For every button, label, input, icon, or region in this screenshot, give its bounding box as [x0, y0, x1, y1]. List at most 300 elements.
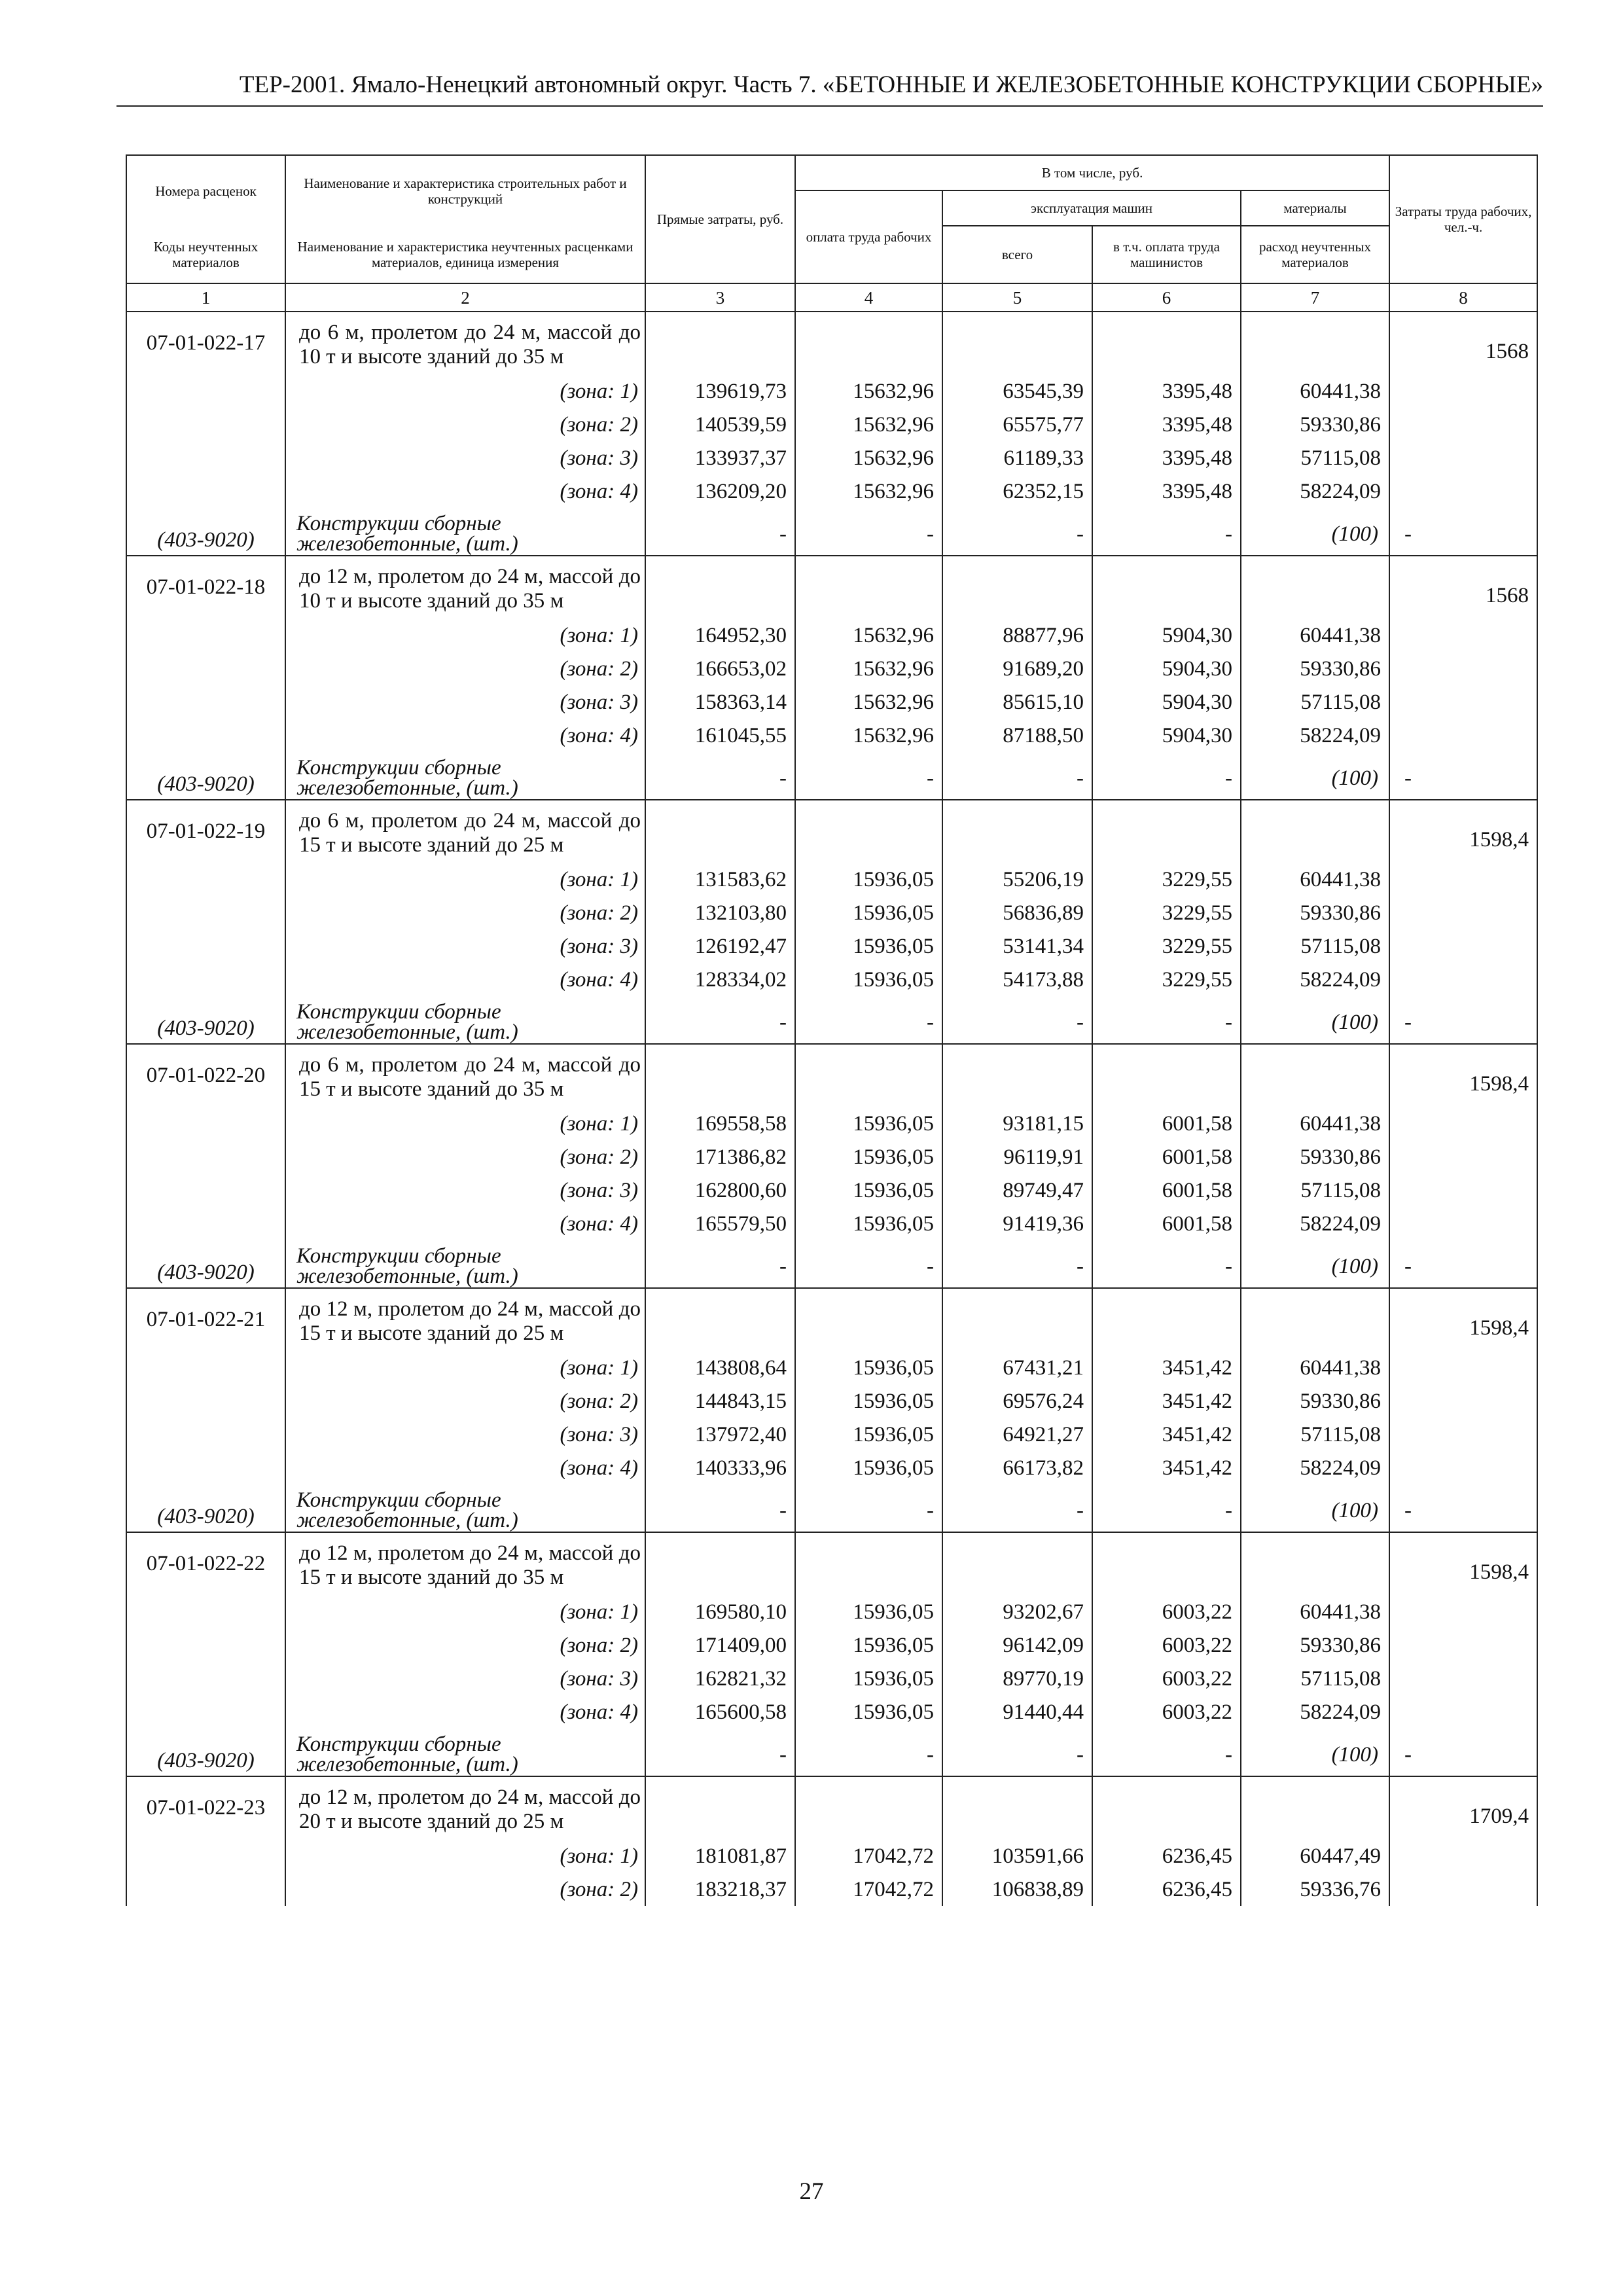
machinery-total-value: 67431,21: [942, 1351, 1092, 1384]
empty-cell: [1241, 1044, 1389, 1107]
rate-code: 07-01-022-19: [126, 800, 285, 863]
zone-label: (зона: 4): [285, 719, 645, 752]
direct-costs-value: 171386,82: [645, 1140, 795, 1174]
workers-pay-value: 15936,05: [795, 1384, 942, 1418]
empty-cell: [126, 441, 285, 475]
empty-cell: [1241, 800, 1389, 863]
materials-value: 59330,86: [1241, 652, 1389, 685]
direct-costs-value: -: [645, 1484, 795, 1532]
header-work-name: Наименование и характеристика строительных работ и конструкций: [285, 155, 645, 226]
empty-cell: [1389, 1839, 1537, 1873]
table-header: [126, 155, 1537, 312]
rate-code: 07-01-022-21: [126, 1288, 285, 1351]
material-code: (403-9020): [126, 1484, 285, 1532]
column-number: 4: [795, 283, 942, 312]
zone-label: (зона: 1): [285, 619, 645, 652]
machinery-total-value: 88877,96: [942, 619, 1092, 652]
machinery-total-value: 93181,15: [942, 1107, 1092, 1140]
machinery-operators-value: 6001,58: [1092, 1207, 1241, 1240]
direct-costs-value: 144843,15: [645, 1384, 795, 1418]
column-number: 8: [1389, 283, 1537, 312]
empty-cell: [126, 475, 285, 508]
material-description: Конструкции сборные железобетонные, (шт.): [285, 1240, 645, 1288]
machinery-total-value: 96119,91: [942, 1140, 1092, 1174]
machinery-total-value: 56836,89: [942, 896, 1092, 929]
machinery-operators-value: 5904,30: [1092, 652, 1241, 685]
materials-value: 57115,08: [1241, 1174, 1389, 1207]
zone-row: [126, 1451, 1537, 1484]
header-materials: материалы: [1241, 190, 1389, 226]
workers-pay-value: 15936,05: [795, 863, 942, 896]
zone-row: [126, 1174, 1537, 1207]
machinery-total-value: 62352,15: [942, 475, 1092, 508]
direct-costs-value: 161045,55: [645, 719, 795, 752]
empty-cell: [126, 408, 285, 441]
zone-label: (зона: 2): [285, 1384, 645, 1418]
column-numbers-row: [126, 283, 1537, 312]
rate-code: 07-01-022-23: [126, 1776, 285, 1839]
materials-value: 57115,08: [1241, 441, 1389, 475]
machinery-total-value: 85615,10: [942, 685, 1092, 719]
zone-row: [126, 1107, 1537, 1140]
machinery-operators-value: 6003,22: [1092, 1695, 1241, 1729]
empty-cell: [126, 652, 285, 685]
empty-cell: [645, 1044, 795, 1107]
empty-cell: [1389, 1107, 1537, 1140]
workers-pay-value: 15936,05: [795, 1418, 942, 1451]
machinery-total-value: 69576,24: [942, 1384, 1092, 1418]
workers-pay-value: 15936,05: [795, 1695, 942, 1729]
empty-cell: [126, 896, 285, 929]
workers-pay-value: 15632,96: [795, 719, 942, 752]
empty-cell: [1241, 556, 1389, 619]
empty-cell: [795, 1776, 942, 1839]
empty-cell: [1241, 312, 1389, 374]
machinery-total-value: 54173,88: [942, 963, 1092, 996]
machinery-operators-value: 3395,48: [1092, 441, 1241, 475]
materials-value: 59330,86: [1241, 1140, 1389, 1174]
machinery-total-value: -: [942, 508, 1092, 556]
workers-pay-value: -: [795, 752, 942, 800]
rate-description: до 12 м, пролетом до 24 м, массой до 15 т и высоте зданий до 25 м: [285, 1288, 645, 1351]
empty-cell: [126, 1140, 285, 1174]
direct-costs-value: 128334,02: [645, 963, 795, 996]
materials-value: 60441,38: [1241, 619, 1389, 652]
zone-row: [126, 1873, 1537, 1906]
machinery-total-value: 55206,19: [942, 863, 1092, 896]
materials-value: 57115,08: [1241, 1662, 1389, 1695]
workers-pay-value: 15632,96: [795, 619, 942, 652]
workers-pay-value: 15632,96: [795, 441, 942, 475]
rate-description: до 12 м, пролетом до 24 м, массой до 20 т и высоте зданий до 25 м: [285, 1776, 645, 1839]
material-code: (403-9020): [126, 996, 285, 1044]
workers-pay-value: 15632,96: [795, 408, 942, 441]
material-description: Конструкции сборные железобетонные, (шт.): [285, 996, 645, 1044]
empty-cell: [1092, 800, 1241, 863]
zone-label: (зона: 4): [285, 963, 645, 996]
header-materials-unaccounted: расход неучтенных материалов: [1241, 226, 1389, 283]
labor-costs-value: -: [1389, 1240, 1537, 1288]
page-number: 27: [799, 2178, 824, 2205]
zone-label: (зона: 2): [285, 652, 645, 685]
direct-costs-value: -: [645, 752, 795, 800]
direct-costs-value: 181081,87: [645, 1839, 795, 1873]
workers-pay-value: 17042,72: [795, 1873, 942, 1906]
zone-label: (зона: 4): [285, 1451, 645, 1484]
empty-cell: [645, 1288, 795, 1351]
machinery-total-value: -: [942, 1240, 1092, 1288]
empty-cell: [645, 312, 795, 374]
header-rule: [116, 105, 1543, 107]
zone-label: (зона: 3): [285, 1174, 645, 1207]
rate-code: 07-01-022-20: [126, 1044, 285, 1107]
machinery-operators-value: 3451,42: [1092, 1351, 1241, 1384]
materials-value: 59330,86: [1241, 408, 1389, 441]
workers-pay-value: 15936,05: [795, 1107, 942, 1140]
empty-cell: [1389, 719, 1537, 752]
empty-cell: [126, 685, 285, 719]
workers-pay-value: -: [795, 508, 942, 556]
labor-costs: 1598,4: [1389, 800, 1537, 863]
direct-costs-value: 169558,58: [645, 1107, 795, 1140]
material-row: [126, 1240, 1537, 1288]
empty-cell: [1092, 1776, 1241, 1839]
materials-value: 59330,86: [1241, 1384, 1389, 1418]
header-machinery: эксплуатация машин: [942, 190, 1241, 226]
direct-costs-value: 132103,80: [645, 896, 795, 929]
machinery-total-value: 53141,34: [942, 929, 1092, 963]
material-row: [126, 996, 1537, 1044]
workers-pay-value: 15632,96: [795, 475, 942, 508]
empty-cell: [126, 1384, 285, 1418]
zone-row: [126, 1140, 1537, 1174]
header-material-names: Наименование и характеристика неучтенных расценками материалов, единица измерения: [285, 226, 645, 283]
zone-label: (зона: 2): [285, 1873, 645, 1906]
material-description: Конструкции сборные железобетонные, (шт.): [285, 508, 645, 556]
empty-cell: [942, 1532, 1092, 1595]
header-material-codes: Коды неучтенных материалов: [126, 226, 285, 283]
empty-cell: [1241, 1288, 1389, 1351]
workers-pay-value: -: [795, 1729, 942, 1776]
empty-cell: [1092, 1044, 1241, 1107]
workers-pay-value: 15936,05: [795, 1662, 942, 1695]
empty-cell: [795, 1288, 942, 1351]
empty-cell: [1389, 1207, 1537, 1240]
rate-description: до 6 м, пролетом до 24 м, массой до 15 т и высоте зданий до 35 м: [285, 1044, 645, 1107]
machinery-operators-value: -: [1092, 1729, 1241, 1776]
machinery-operators-value: 6236,45: [1092, 1873, 1241, 1906]
zone-label: (зона: 2): [285, 408, 645, 441]
workers-pay-value: 15936,05: [795, 929, 942, 963]
zone-row: [126, 374, 1537, 408]
rate-description: до 6 м, пролетом до 24 м, массой до 10 т и высоте зданий до 35 м: [285, 312, 645, 374]
materials-value: 59336,76: [1241, 1873, 1389, 1906]
material-description: Конструкции сборные железобетонные, (шт.): [285, 1729, 645, 1776]
empty-cell: [795, 1532, 942, 1595]
empty-cell: [1389, 896, 1537, 929]
rate-title-row: [126, 556, 1537, 619]
zone-row: [126, 719, 1537, 752]
workers-pay-value: 15936,05: [795, 1351, 942, 1384]
labor-costs-value: -: [1389, 1484, 1537, 1532]
material-row: [126, 752, 1537, 800]
empty-cell: [1389, 1595, 1537, 1628]
zone-row: [126, 963, 1537, 996]
material-description: Конструкции сборные железобетонные, (шт.): [285, 752, 645, 800]
machinery-total-value: 89749,47: [942, 1174, 1092, 1207]
empty-cell: [1389, 1628, 1537, 1662]
machinery-total-value: 87188,50: [942, 719, 1092, 752]
machinery-operators-value: 3451,42: [1092, 1384, 1241, 1418]
labor-costs: 1568: [1389, 556, 1537, 619]
labor-costs-value: -: [1389, 996, 1537, 1044]
empty-cell: [126, 619, 285, 652]
header-including: В том числе, руб.: [795, 155, 1389, 190]
zone-label: (зона: 3): [285, 685, 645, 719]
empty-cell: [126, 1662, 285, 1695]
material-quantity: (100): [1241, 1729, 1389, 1776]
machinery-operators-value: 5904,30: [1092, 685, 1241, 719]
empty-cell: [1389, 374, 1537, 408]
header-direct-costs: Прямые затраты, руб.: [645, 155, 795, 283]
empty-cell: [126, 1873, 285, 1906]
empty-cell: [126, 1351, 285, 1384]
empty-cell: [126, 719, 285, 752]
machinery-total-value: 66173,82: [942, 1451, 1092, 1484]
zone-row: [126, 475, 1537, 508]
machinery-total-value: 63545,39: [942, 374, 1092, 408]
empty-cell: [126, 929, 285, 963]
direct-costs-value: 158363,14: [645, 685, 795, 719]
labor-costs: 1709,4: [1389, 1776, 1537, 1839]
empty-cell: [645, 1776, 795, 1839]
machinery-total-value: 106838,89: [942, 1873, 1092, 1906]
machinery-operators-value: 3229,55: [1092, 963, 1241, 996]
machinery-total-value: -: [942, 996, 1092, 1044]
rate-title-row: [126, 800, 1537, 863]
machinery-total-value: 91689,20: [942, 652, 1092, 685]
zone-label: (зона: 1): [285, 863, 645, 896]
rate-code: 07-01-022-18: [126, 556, 285, 619]
machinery-operators-value: 3395,48: [1092, 374, 1241, 408]
zone-row: [126, 441, 1537, 475]
zone-label: (зона: 3): [285, 929, 645, 963]
direct-costs-value: -: [645, 508, 795, 556]
zone-label: (зона: 4): [285, 1207, 645, 1240]
machinery-operators-value: -: [1092, 508, 1241, 556]
direct-costs-value: 162800,60: [645, 1174, 795, 1207]
zone-label: (зона: 2): [285, 1628, 645, 1662]
machinery-operators-value: 6001,58: [1092, 1140, 1241, 1174]
workers-pay-value: 15936,05: [795, 1140, 942, 1174]
workers-pay-value: 15936,05: [795, 1595, 942, 1628]
header-labor-costs: Затраты труда рабочих, чел.-ч.: [1389, 155, 1537, 283]
materials-value: 60447,49: [1241, 1839, 1389, 1873]
empty-cell: [126, 1595, 285, 1628]
direct-costs-value: 162821,32: [645, 1662, 795, 1695]
empty-cell: [1389, 1873, 1537, 1906]
empty-cell: [645, 1532, 795, 1595]
labor-costs-value: -: [1389, 508, 1537, 556]
machinery-operators-value: 6003,22: [1092, 1662, 1241, 1695]
material-code: (403-9020): [126, 752, 285, 800]
empty-cell: [942, 1044, 1092, 1107]
machinery-operators-value: 5904,30: [1092, 619, 1241, 652]
material-code: (403-9020): [126, 1240, 285, 1288]
machinery-total-value: 96142,09: [942, 1628, 1092, 1662]
empty-cell: [126, 1174, 285, 1207]
empty-cell: [795, 556, 942, 619]
workers-pay-value: 15632,96: [795, 685, 942, 719]
header-rate-number: Номера расценок: [126, 155, 285, 226]
labor-costs: 1598,4: [1389, 1288, 1537, 1351]
workers-pay-value: 15936,05: [795, 1174, 942, 1207]
empty-cell: [126, 963, 285, 996]
empty-cell: [1389, 1695, 1537, 1729]
materials-value: 60441,38: [1241, 374, 1389, 408]
machinery-total-value: -: [942, 1729, 1092, 1776]
materials-value: 60441,38: [1241, 1351, 1389, 1384]
empty-cell: [126, 1107, 285, 1140]
workers-pay-value: 15936,05: [795, 1451, 942, 1484]
empty-cell: [1389, 1351, 1537, 1384]
machinery-operators-value: 3229,55: [1092, 929, 1241, 963]
rate-title-row: [126, 1288, 1537, 1351]
header-workers-pay: оплата труда рабочих: [795, 190, 942, 283]
rates-table: [126, 154, 1538, 1906]
empty-cell: [1389, 652, 1537, 685]
direct-costs-value: 137972,40: [645, 1418, 795, 1451]
rate-description: до 6 м, пролетом до 24 м, массой до 15 т и высоте зданий до 25 м: [285, 800, 645, 863]
rate-description: до 12 м, пролетом до 24 м, массой до 10 т и высоте зданий до 35 м: [285, 556, 645, 619]
zone-label: (зона: 1): [285, 1107, 645, 1140]
workers-pay-value: -: [795, 1240, 942, 1288]
materials-value: 58224,09: [1241, 1451, 1389, 1484]
zone-row: [126, 863, 1537, 896]
machinery-operators-value: 6001,58: [1092, 1107, 1241, 1140]
materials-value: 58224,09: [1241, 475, 1389, 508]
workers-pay-value: 15936,05: [795, 1628, 942, 1662]
workers-pay-value: 15632,96: [795, 652, 942, 685]
empty-cell: [1389, 1451, 1537, 1484]
column-number: 1: [126, 283, 285, 312]
labor-costs: 1568: [1389, 312, 1537, 374]
workers-pay-value: 17042,72: [795, 1839, 942, 1873]
column-number: 3: [645, 283, 795, 312]
workers-pay-value: -: [795, 1484, 942, 1532]
direct-costs-value: 165600,58: [645, 1695, 795, 1729]
empty-cell: [126, 1418, 285, 1451]
material-description: Конструкции сборные железобетонные, (шт.): [285, 1484, 645, 1532]
material-row: [126, 508, 1537, 556]
empty-cell: [1389, 408, 1537, 441]
machinery-operators-value: -: [1092, 1240, 1241, 1288]
rate-title-row: [126, 1532, 1537, 1595]
empty-cell: [942, 556, 1092, 619]
direct-costs-value: -: [645, 1240, 795, 1288]
machinery-total-value: 91440,44: [942, 1695, 1092, 1729]
empty-cell: [942, 1776, 1092, 1839]
zone-row: [126, 619, 1537, 652]
direct-costs-value: 140333,96: [645, 1451, 795, 1484]
empty-cell: [1389, 441, 1537, 475]
empty-cell: [942, 1288, 1092, 1351]
materials-value: 60441,38: [1241, 1107, 1389, 1140]
zone-label: (зона: 1): [285, 1351, 645, 1384]
machinery-operators-value: -: [1092, 1484, 1241, 1532]
empty-cell: [795, 312, 942, 374]
zone-label: (зона: 2): [285, 896, 645, 929]
material-quantity: (100): [1241, 508, 1389, 556]
zone-row: [126, 1662, 1537, 1695]
header-machinery-total: всего: [942, 226, 1092, 283]
material-code: (403-9020): [126, 508, 285, 556]
empty-cell: [1092, 1288, 1241, 1351]
zone-row: [126, 1628, 1537, 1662]
zone-row: [126, 1595, 1537, 1628]
direct-costs-value: 136209,20: [645, 475, 795, 508]
machinery-total-value: 64921,27: [942, 1418, 1092, 1451]
machinery-operators-value: 3229,55: [1092, 896, 1241, 929]
direct-costs-value: 166653,02: [645, 652, 795, 685]
workers-pay-value: 15936,05: [795, 896, 942, 929]
material-quantity: (100): [1241, 996, 1389, 1044]
labor-costs: 1598,4: [1389, 1044, 1537, 1107]
empty-cell: [1389, 863, 1537, 896]
material-row: [126, 1729, 1537, 1776]
empty-cell: [126, 1839, 285, 1873]
empty-cell: [1389, 685, 1537, 719]
empty-cell: [1092, 556, 1241, 619]
machinery-operators-value: 6003,22: [1092, 1595, 1241, 1628]
material-quantity: (100): [1241, 1240, 1389, 1288]
zone-row: [126, 896, 1537, 929]
direct-costs-value: -: [645, 1729, 795, 1776]
zone-label: (зона: 3): [285, 1418, 645, 1451]
zone-row: [126, 1695, 1537, 1729]
zone-row: [126, 929, 1537, 963]
material-quantity: (100): [1241, 752, 1389, 800]
labor-costs-value: -: [1389, 1729, 1537, 1776]
empty-cell: [126, 1695, 285, 1729]
empty-cell: [1241, 1532, 1389, 1595]
materials-value: 57115,08: [1241, 1418, 1389, 1451]
material-code: (403-9020): [126, 1729, 285, 1776]
machinery-total-value: 89770,19: [942, 1662, 1092, 1695]
empty-cell: [1092, 312, 1241, 374]
materials-value: 59330,86: [1241, 896, 1389, 929]
machinery-total-value: -: [942, 1484, 1092, 1532]
workers-pay-value: 15936,05: [795, 963, 942, 996]
machinery-operators-value: 3451,42: [1092, 1451, 1241, 1484]
labor-costs-value: -: [1389, 752, 1537, 800]
machinery-total-value: 93202,67: [942, 1595, 1092, 1628]
machinery-operators-value: 6001,58: [1092, 1174, 1241, 1207]
direct-costs-value: 165579,50: [645, 1207, 795, 1240]
zone-label: (зона: 4): [285, 1695, 645, 1729]
materials-value: 58224,09: [1241, 963, 1389, 996]
workers-pay-value: 15632,96: [795, 374, 942, 408]
materials-value: 60441,38: [1241, 863, 1389, 896]
zone-row: [126, 1418, 1537, 1451]
column-number: 2: [285, 283, 645, 312]
zone-label: (зона: 3): [285, 1662, 645, 1695]
direct-costs-value: 126192,47: [645, 929, 795, 963]
machinery-operators-value: 3395,48: [1092, 408, 1241, 441]
materials-value: 58224,09: [1241, 1695, 1389, 1729]
zone-label: (зона: 3): [285, 441, 645, 475]
empty-cell: [126, 1451, 285, 1484]
